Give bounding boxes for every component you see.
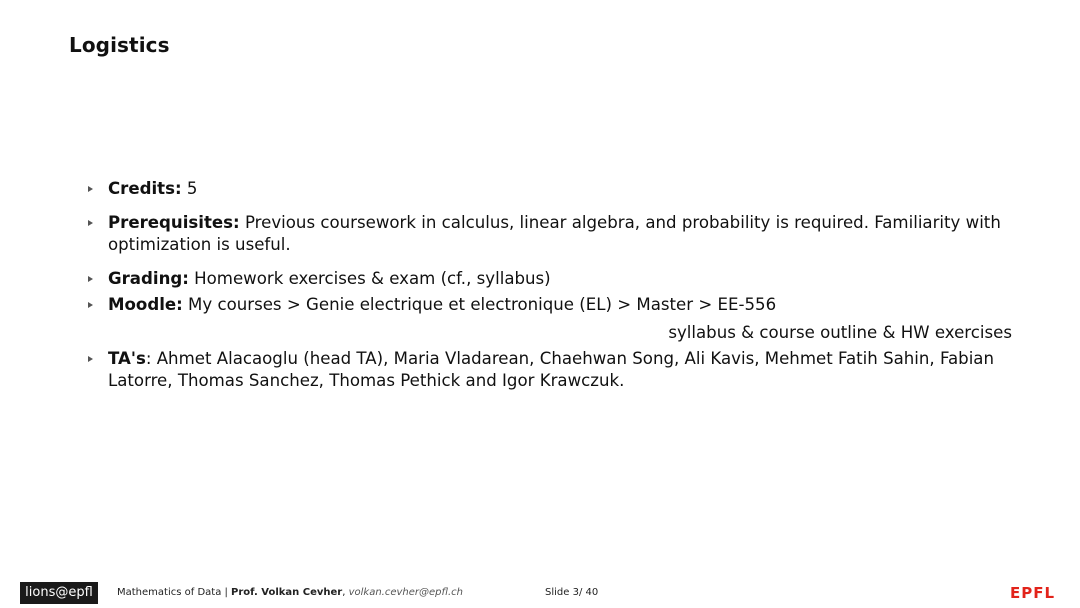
item-label: Credits: xyxy=(108,179,182,198)
list-item-prerequisites xyxy=(88,212,1018,256)
epfl-logo: EPFL xyxy=(1009,584,1055,602)
author-email: volkan.cevher@epfl.ch xyxy=(348,587,463,598)
item-text: : Ahmet Alacaoglu (head TA), Maria Vladarean, Chaehwan Song, Ali Kavis, Mehmet Fatih Sahin, Fabian Latorre, Thomas Sanchez, Thomas Pethick and Igor Krawczuk. xyxy=(108,349,994,390)
bullet-icon xyxy=(88,302,93,308)
item-text: 5 xyxy=(181,179,198,198)
separator: , xyxy=(342,587,349,598)
item-text: My courses > Genie electrique et electronique (EL) > Master > EE-556 xyxy=(182,295,777,314)
bullet-icon xyxy=(88,220,93,226)
bullet-list xyxy=(88,178,1018,404)
list-item-moodle xyxy=(88,294,1018,344)
footer-course-info xyxy=(117,587,463,598)
item-label: TA's xyxy=(108,349,146,368)
slide-footer xyxy=(0,578,1080,608)
item-label: Prerequisites: xyxy=(108,213,240,232)
item-label: Grading: xyxy=(108,269,189,288)
list-item-grading xyxy=(88,268,1018,290)
list-item-credits xyxy=(88,178,1018,200)
moodle-resources: syllabus & course outline & HW exercises xyxy=(668,323,1012,342)
author-name: Prof. Volkan Cevher xyxy=(231,587,343,598)
slide-title: Logistics xyxy=(69,33,170,57)
bullet-icon xyxy=(88,186,93,192)
item-text: Homework exercises & exam (cf., syllabus) xyxy=(188,269,551,288)
bullet-icon xyxy=(88,356,93,362)
lions-logo: lions@epfl xyxy=(20,582,98,604)
list-item-tas xyxy=(88,348,1018,392)
course-name: Mathematics of Data | xyxy=(117,587,232,598)
item-text: Previous coursework in calculus, linear algebra, and probability is required. Familiarity with optimization is useful. xyxy=(108,213,1001,254)
item-label: Moodle: xyxy=(108,295,183,314)
bullet-icon xyxy=(88,276,93,282)
slide-number: Slide 3/ 40 xyxy=(545,587,599,598)
